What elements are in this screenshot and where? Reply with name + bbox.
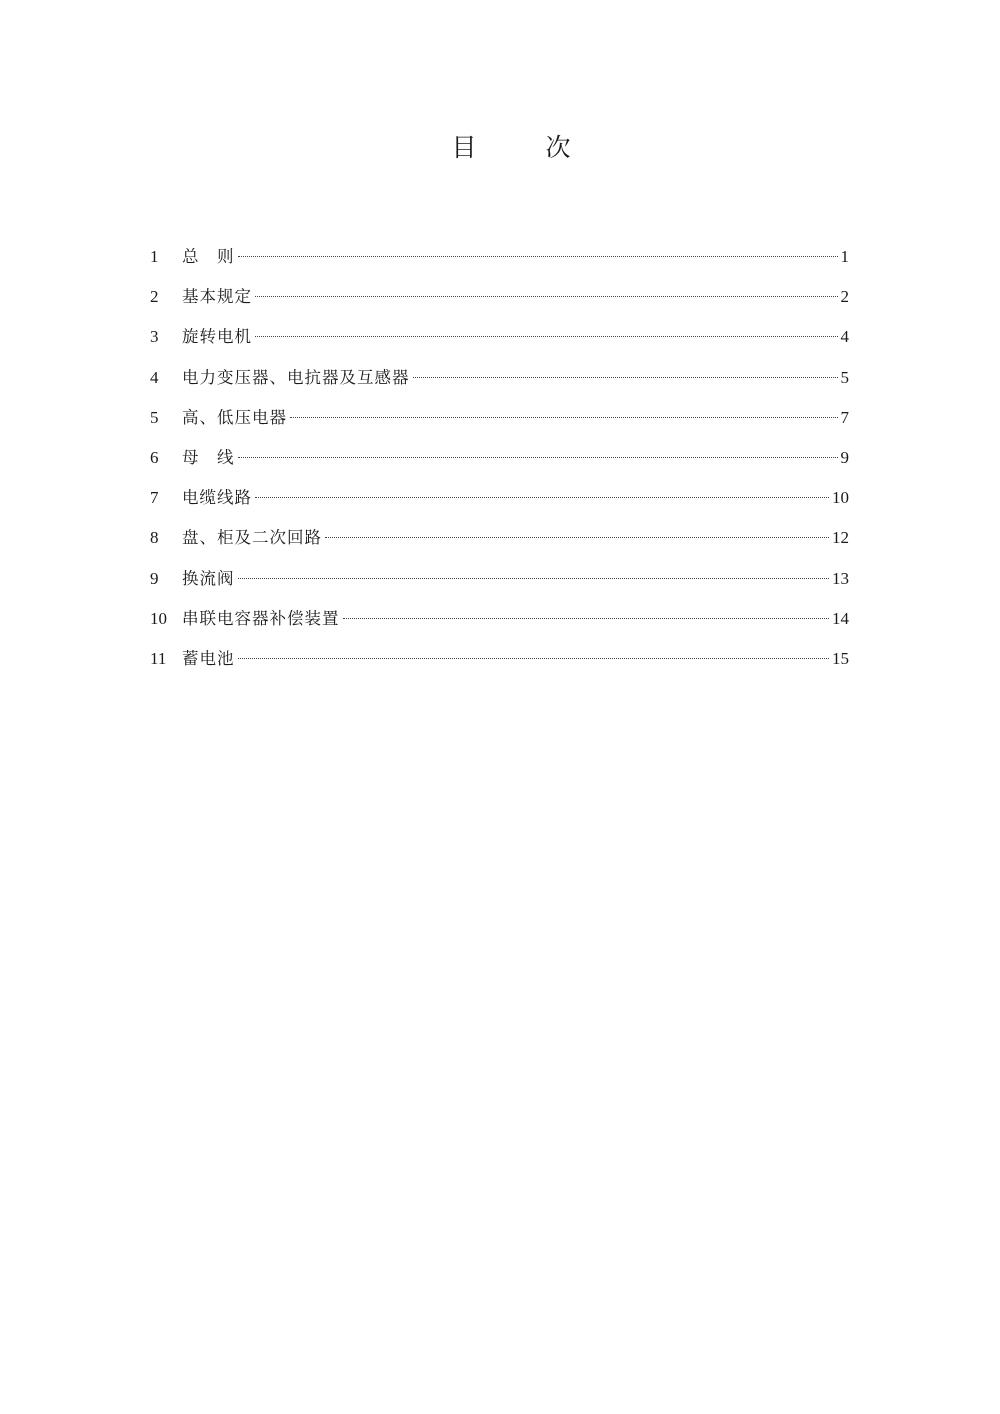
- toc-entry-9[interactable]: [150, 559, 849, 599]
- toc-leader-dots: [238, 457, 838, 458]
- toc-leader-dots: [290, 417, 838, 418]
- toc-entry-page: 4: [840, 327, 849, 347]
- toc-entry-10[interactable]: [150, 599, 849, 639]
- table-of-contents: [150, 237, 849, 679]
- toc-entry-label: 电力变压器、电抗器及互感器: [182, 367, 410, 387]
- toc-entry-label: 串联电容器补偿装置: [182, 608, 340, 628]
- toc-entry-number: 2: [150, 287, 159, 307]
- toc-entry-page: 5: [840, 367, 849, 387]
- toc-entry-number: 3: [150, 327, 159, 347]
- toc-entry-page: 1: [840, 247, 849, 266]
- toc-leader-dots: [238, 578, 830, 579]
- toc-entry-number: 5: [150, 407, 159, 427]
- toc-entry-number: 10: [150, 608, 167, 628]
- toc-leader-dots: [255, 497, 829, 498]
- toc-entry-6[interactable]: [150, 438, 849, 478]
- toc-entry-5[interactable]: [150, 398, 849, 438]
- toc-entry-number: 11: [150, 648, 167, 668]
- toc-entry-label: 换流阀: [182, 568, 235, 588]
- toc-entry-1[interactable]: [150, 237, 849, 277]
- toc-entry-page: 14: [832, 608, 849, 628]
- toc-entry-label: 电缆线路: [182, 488, 252, 508]
- toc-leader-dots: [255, 336, 838, 337]
- toc-leader-dots: [325, 537, 829, 538]
- toc-entry-label: 旋转电机: [182, 327, 252, 347]
- toc-entry-7[interactable]: [150, 478, 849, 518]
- toc-entry-page: 2: [840, 287, 849, 307]
- toc-entry-3[interactable]: [150, 317, 849, 357]
- toc-entry-2[interactable]: [150, 277, 849, 317]
- toc-entry-number: 9: [150, 568, 159, 588]
- toc-entry-number: 1: [150, 247, 159, 266]
- toc-entry-number: 7: [150, 488, 159, 508]
- toc-leader-dots: [343, 618, 830, 619]
- toc-entry-page: 12: [832, 528, 849, 548]
- toc-entry-number: 6: [150, 447, 159, 467]
- toc-entry-page: 10: [832, 488, 849, 508]
- toc-entry-11[interactable]: [150, 639, 849, 679]
- toc-leader-dots: [413, 377, 838, 378]
- toc-entry-4[interactable]: [150, 358, 849, 398]
- toc-leader-dots: [255, 296, 838, 297]
- toc-entry-label: 蓄电池: [182, 648, 235, 668]
- toc-entry-number: 8: [150, 528, 159, 548]
- toc-entry-label: 盘、柜及二次回路: [182, 528, 322, 548]
- toc-entry-label: 总 则: [182, 247, 235, 266]
- toc-leader-dots: [238, 658, 830, 659]
- toc-leader-dots: [238, 256, 838, 257]
- toc-title: 目 次: [451, 133, 593, 162]
- toc-entry-page: 9: [840, 447, 849, 467]
- toc-entry-8[interactable]: [150, 518, 849, 558]
- toc-entry-number: 4: [150, 367, 159, 387]
- toc-entry-label: 母 线: [182, 447, 235, 467]
- toc-entry-label: 高、低压电器: [182, 407, 287, 427]
- toc-entry-label: 基本规定: [182, 287, 252, 307]
- toc-entry-page: 15: [832, 648, 849, 668]
- toc-entry-page: 7: [840, 407, 849, 427]
- toc-entry-page: 13: [832, 568, 849, 588]
